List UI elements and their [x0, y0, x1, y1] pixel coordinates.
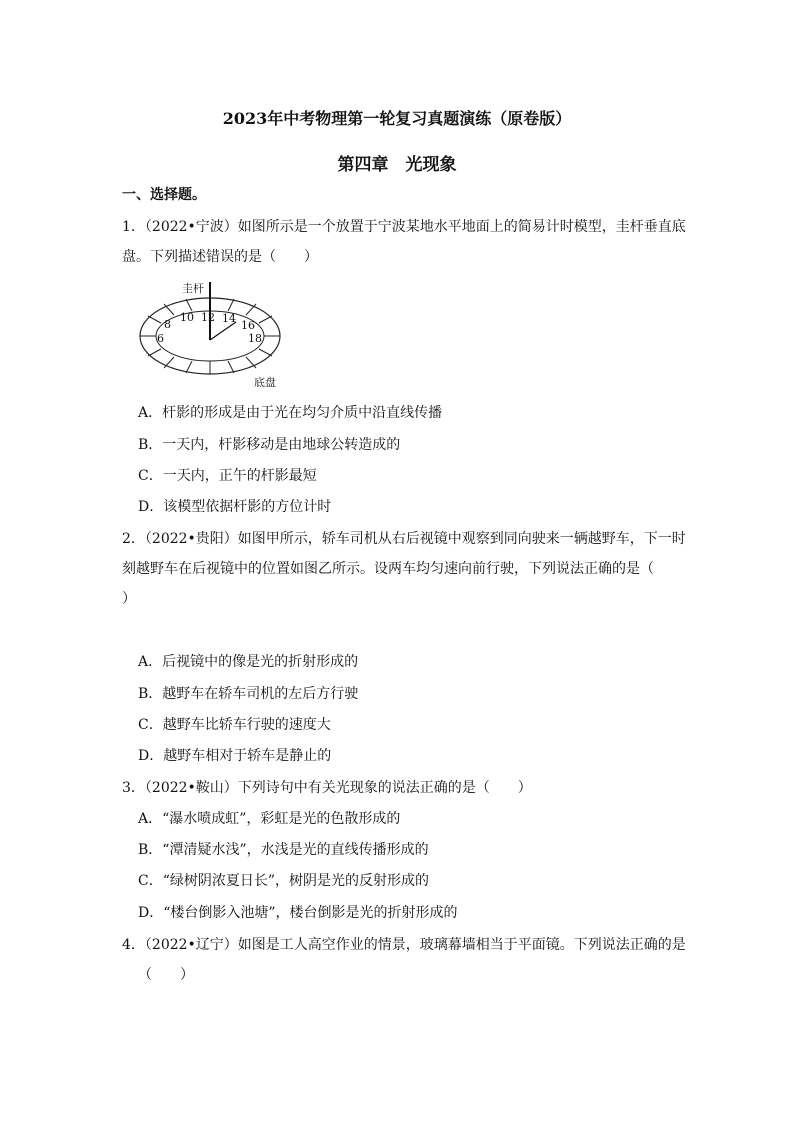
q3-stem-line1: 3．（2022•鞍山）下列诗句中有关光现象的说法正确的是（ ）	[122, 780, 532, 796]
rod-label: 圭杆	[182, 282, 204, 295]
hour-mark: 8	[164, 318, 171, 331]
q2-option-c: C．越野车比轿车行驶的速度大	[138, 717, 331, 733]
q3-option-a: A．“瀑水喷成虹”，彩虹是光的色散形成的	[138, 811, 401, 827]
sundial-figure	[134, 276, 294, 392]
q3-option-d: D．“楼台倒影入池塘”，楼台倒影是光的折射形成的	[138, 905, 458, 921]
q4-stem-line2: （ ）	[138, 967, 194, 983]
q1-stem-line2: 盘。下列描述错误的是（ ）	[122, 249, 318, 265]
q2-option-b: B．越野车在轿车司机的左后方行驶	[138, 686, 359, 702]
q3-option-c: C．“绿树阴浓夏日长”，树阴是光的反射形成的	[138, 873, 430, 889]
section-heading: 一、选择题。	[122, 187, 206, 203]
q1-stem-line1: 1．（2022•宁波）如图所示是一个放置于宁波某地水平地面上的简易计时模型，圭杆垂直底	[122, 219, 686, 235]
q2-option-d: D．越野车相对于轿车是静止的	[138, 748, 332, 764]
hour-mark: 16	[241, 319, 255, 332]
q1-option-b: B．一天内，杆影移动是由地球公转造成的	[138, 437, 401, 453]
q4-stem-line1: 4．（2022•辽宁）如图是工人高空作业的情景，玻璃幕墙相当于平面镜。下列说法正确的是	[122, 937, 686, 953]
hour-mark: 12	[201, 311, 215, 324]
q2-stem-line1: 2．（2022•贵阳）如图甲所示，轿车司机从右后视镜中观察到同向驶来一辆越野车，下一时	[122, 531, 686, 547]
hour-mark: 6	[157, 332, 164, 345]
q2-stem-line2: 刻越野车在后视镜中的位置如图乙所示。设两车均匀速向前行驶，下列说法正确的是（	[122, 561, 654, 577]
q2-option-a: A．后视镜中的像是光的折射形成的	[138, 654, 359, 670]
q2-stem-line3: ）	[122, 591, 136, 607]
base-label: 底盘	[254, 376, 276, 389]
q1-option-d: D．该模型依据杆影的方位计时	[138, 499, 332, 515]
q1-option-a: A．杆影的形成是由于光在均匀介质中沿直线传播	[138, 405, 443, 421]
q3-option-b: B．“潭清疑水浅”，水浅是光的直线传播形成的	[138, 842, 429, 858]
document-title: 2023年中考物理第一轮复习真题演练（原卷版）	[222, 109, 572, 128]
hour-mark: 10	[180, 311, 194, 324]
q1-option-c: C．一天内，正午的杆影最短	[138, 468, 317, 484]
hour-mark: 14	[222, 312, 236, 325]
hour-mark: 18	[248, 332, 262, 345]
chapter-title: 第四章 光现象	[337, 155, 457, 175]
